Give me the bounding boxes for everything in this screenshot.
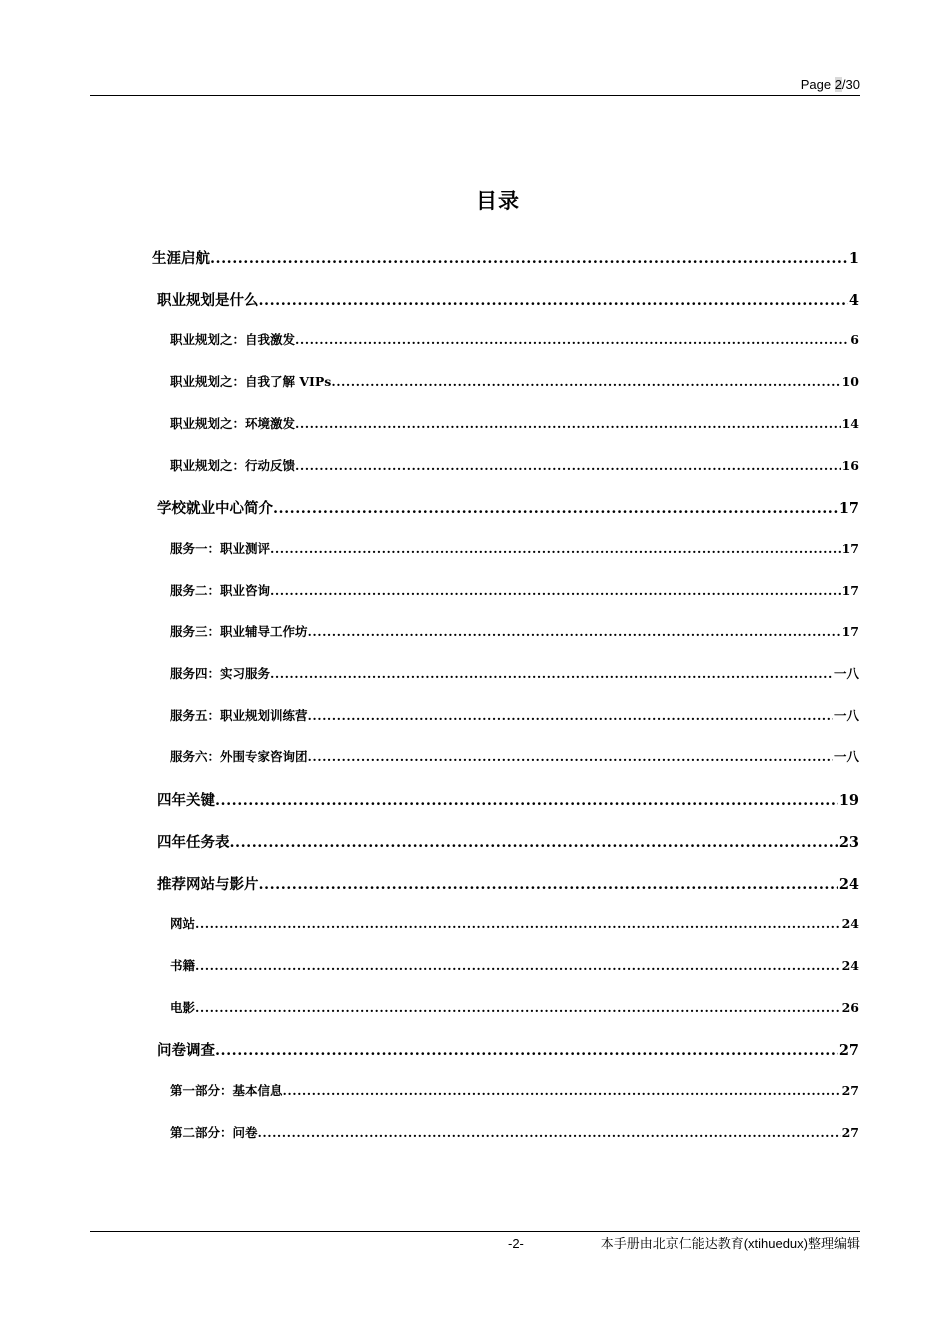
toc-entry[interactable] xyxy=(170,372,859,390)
toc-entry-label: 学校就业中心简介 xyxy=(157,500,273,518)
toc-entry-page: 17 xyxy=(841,624,859,640)
toc-entry-label: 网站 xyxy=(170,916,196,932)
toc-dot-leader xyxy=(258,1125,841,1140)
page-header xyxy=(90,76,860,94)
toc-dot-leader xyxy=(215,792,838,809)
toc-dot-leader xyxy=(215,1042,838,1059)
toc-dot-leader xyxy=(230,834,838,851)
toc-entry-page: 17 xyxy=(841,582,859,598)
toc-entry-page: 6 xyxy=(850,332,859,348)
toc-entry-page: 27 xyxy=(841,1083,859,1098)
toc-entry[interactable] xyxy=(170,456,859,474)
toc-entry-page: 14 xyxy=(841,415,859,431)
toc-dot-leader xyxy=(259,876,838,893)
toc-dot-leader xyxy=(259,292,848,309)
toc-entry-label: 第二部分：问卷 xyxy=(170,1124,258,1140)
toc-dot-leader xyxy=(195,916,841,931)
toc-entry[interactable] xyxy=(157,789,859,810)
toc-entry-page: 24 xyxy=(841,957,859,973)
toc-entry-label: 问卷调查 xyxy=(157,1042,215,1060)
toc-entry-page: 一八 xyxy=(833,666,859,681)
toc-entry[interactable] xyxy=(157,497,859,518)
toc-entry[interactable] xyxy=(170,664,859,682)
toc-title: 目录 xyxy=(476,188,520,213)
toc-entry-page: 17 xyxy=(841,540,859,556)
toc-dot-leader xyxy=(195,1000,841,1015)
toc-entry-label: 职业规划之：环境激发 xyxy=(170,415,296,431)
toc-entry-label: 四年任务表 xyxy=(157,833,230,851)
toc-dot-leader xyxy=(283,1083,841,1098)
toc-entry-label: 服务四：实习服务 xyxy=(170,666,271,681)
toc-entry-label: 电影 xyxy=(170,999,196,1015)
footer-page-number: -2- xyxy=(508,1236,524,1251)
toc-dot-leader xyxy=(308,624,841,639)
toc-entry[interactable] xyxy=(152,247,859,268)
toc-entry-label: 第一部分：基本信息 xyxy=(170,1083,283,1098)
toc-entry-label: 职业规划之：自我了解 VIPs xyxy=(170,374,332,390)
toc-dot-leader xyxy=(295,332,849,347)
footer-divider xyxy=(90,1231,860,1232)
toc-entry-page: 1 xyxy=(848,250,859,267)
toc-entry-label: 职业规划之：自我激发 xyxy=(170,332,296,348)
toc-entry[interactable] xyxy=(170,581,859,599)
toc-entry-page: 一八 xyxy=(833,707,859,723)
toc-entry[interactable] xyxy=(157,873,859,894)
toc-entry[interactable] xyxy=(170,1123,859,1141)
toc-entry-page: 10 xyxy=(841,374,859,390)
toc-entry-page: 17 xyxy=(838,500,859,518)
toc-entry-page: 4 xyxy=(848,291,859,309)
toc-entry-label: 职业规划之：行动反馈 xyxy=(170,457,296,473)
toc-dot-leader xyxy=(331,374,840,389)
toc-dot-leader xyxy=(210,250,848,267)
toc-dot-leader xyxy=(295,458,841,473)
toc-entry-page: 26 xyxy=(841,999,859,1015)
toc-entry-label: 服务五：职业规划训练营 xyxy=(170,707,308,723)
toc-dot-leader xyxy=(273,500,838,517)
toc-dot-leader xyxy=(270,541,841,556)
toc-entry[interactable] xyxy=(170,1081,859,1099)
footer-note: 本手册由北京仁能达教育(xtihuedux)整理编辑 xyxy=(600,1236,860,1251)
toc-entry-label: 推荐网站与影片 xyxy=(157,875,259,893)
toc-entry-page: 16 xyxy=(841,457,859,473)
toc-entry[interactable] xyxy=(170,747,859,765)
toc-entry-page: 24 xyxy=(838,875,859,893)
toc-entry-page: 24 xyxy=(841,916,859,932)
toc-entry-page: 一八 xyxy=(833,749,859,765)
current-page-number: 2 xyxy=(834,77,842,92)
toc-entry-label: 书籍 xyxy=(170,957,196,973)
toc-entry-page: 27 xyxy=(841,1124,859,1140)
toc-entry-label: 四年关键 xyxy=(157,792,215,810)
toc-entry[interactable] xyxy=(170,706,859,724)
toc-entry-label: 服务三：职业辅导工作坊 xyxy=(170,624,308,640)
toc-dot-leader xyxy=(270,583,841,598)
toc-dot-leader xyxy=(295,416,841,431)
toc-entry[interactable] xyxy=(157,289,859,310)
toc-entry-label: 生涯启航 xyxy=(152,250,210,267)
toc-entry-page: 19 xyxy=(838,792,859,810)
toc-entry[interactable] xyxy=(170,539,859,557)
toc-entry[interactable] xyxy=(157,1039,859,1060)
header-divider xyxy=(90,95,860,96)
toc-entry-label: 服务二：职业咨询 xyxy=(170,582,271,598)
toc-entry[interactable] xyxy=(157,831,859,852)
toc-dot-leader xyxy=(270,666,833,681)
toc-entry[interactable] xyxy=(170,998,859,1016)
total-pages: /30 xyxy=(841,77,860,92)
toc-entry[interactable] xyxy=(170,330,859,348)
page-label: Page xyxy=(800,77,835,92)
toc-entry-page: 23 xyxy=(838,833,859,851)
toc-entry[interactable] xyxy=(170,622,859,640)
toc-dot-leader xyxy=(308,749,833,764)
toc-entry[interactable] xyxy=(170,956,859,974)
toc-entry[interactable] xyxy=(170,914,859,932)
toc-dot-leader xyxy=(195,958,841,973)
toc-entry-page: 27 xyxy=(838,1042,859,1060)
toc-entry[interactable] xyxy=(170,414,859,432)
toc-entry-label: 服务六：外围专家咨询团 xyxy=(170,749,308,765)
toc-entry-label: 职业规划是什么 xyxy=(157,291,259,309)
toc-entry-label: 服务一：职业测评 xyxy=(170,540,271,556)
toc-dot-leader xyxy=(308,708,833,723)
